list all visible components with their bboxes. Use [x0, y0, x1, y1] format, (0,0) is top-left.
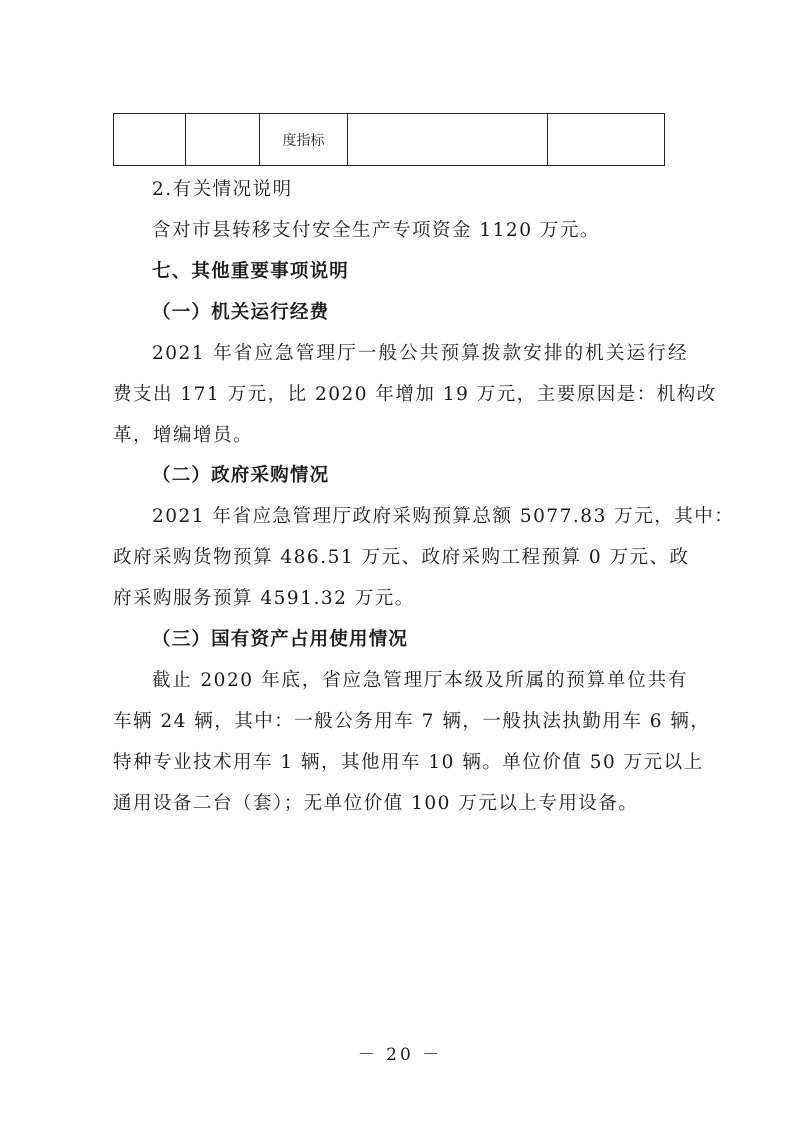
paragraph-line: 府采购服务预算 4591.32 万元。: [113, 588, 415, 609]
paragraph-line: 革，增编增员。: [113, 425, 254, 446]
subsection-heading: （二）政府采购情况: [152, 465, 330, 486]
paragraph-line: 车辆 24 辆，其中：一般公务用车 7 辆，一般执法执勤用车 6 辆，: [113, 711, 711, 732]
subsection-heading: 2.有关情况说明: [152, 179, 293, 200]
paragraph-line: 2021 年省应急管理厅政府采购预算总额 5077.83 万元，其中：: [152, 506, 735, 527]
paragraph-line: 2021 年省应急管理厅一般公共预算拨款安排的机关运行经: [152, 343, 688, 364]
budget-table-fragment: [113, 113, 665, 166]
table-cell: [548, 114, 665, 166]
section-heading: 七、其他重要事项说明: [152, 261, 350, 282]
paragraph-line: 特种专业技术用车 1 辆，其他用车 10 辆。单位价值 50 万元以上: [113, 752, 704, 773]
table-cell: 度指标: [260, 114, 348, 166]
table-cell: [348, 114, 548, 166]
paragraph-line: 费支出 171 万元，比 2020 年增加 19 万元，主要原因是：机构改: [113, 384, 717, 405]
table-cell: [186, 114, 260, 166]
table-row: [114, 114, 665, 166]
paragraph-line: 截止 2020 年底，省应急管理厅本级及所属的预算单位共有: [152, 670, 688, 691]
table-cell: [114, 114, 186, 166]
paragraph-line: 含对市县转移支付安全生产专项资金 1120 万元。: [152, 220, 600, 241]
subsection-heading: （三）国有资产占用使用情况: [152, 629, 409, 650]
subsection-heading: （一）机关运行经费: [152, 302, 330, 323]
paragraph-line: 通用设备二台（套）；无单位价值 100 万元以上专用设备。: [113, 793, 639, 814]
page-number: － 20 －: [357, 1045, 443, 1065]
paragraph-line: 政府采购货物预算 486.51 万元、政府采购工程预算 0 万元、政: [113, 547, 690, 568]
